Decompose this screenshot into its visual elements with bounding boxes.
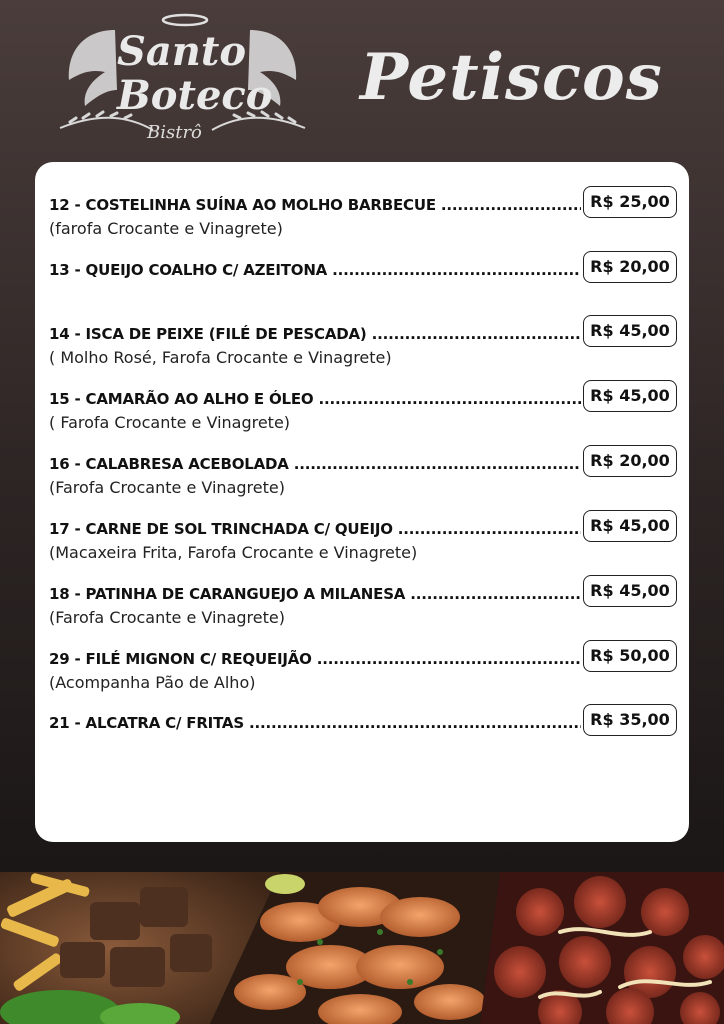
menu-item	[49, 257, 679, 284]
item-price: R$ 35,00	[583, 704, 677, 736]
item-name: 13 - QUEIJO COALHO C/ AZEITONA .....	[49, 261, 581, 283]
item-description: ( Molho Rosé, Farofa Crocante e Vinagrete)	[49, 348, 392, 367]
item-price: R$ 45,00	[583, 575, 677, 607]
item-price: R$ 45,00	[583, 315, 677, 347]
menu-item	[49, 581, 679, 627]
logo-line-1: Santo	[117, 28, 247, 75]
menu-item	[49, 646, 679, 692]
item-price: R$ 25,00	[583, 186, 677, 218]
sausage-onion-photo	[480, 872, 724, 1024]
menu-item	[49, 516, 679, 562]
item-price: R$ 20,00	[583, 445, 677, 477]
food-photo-strip	[0, 872, 724, 1024]
item-name: 15 - CAMARÃO AO ALHO E ÓLEO .....	[49, 390, 581, 412]
item-name: 17 - CARNE DE SOL TRINCHADA C/ QUEIJO .....	[49, 520, 581, 542]
item-description: (Farofa Crocante e Vinagrete)	[49, 608, 285, 627]
item-name: 14 - ISCA DE PEIXE (FILÉ DE PESCADA) .....	[49, 325, 581, 347]
menu-item	[49, 710, 679, 737]
item-name: 12 - COSTELINHA SUÍNA AO MOLHO BARBECUE .....	[49, 196, 581, 218]
menu-item	[49, 451, 679, 497]
brand-logo	[55, 10, 310, 160]
menu-item	[49, 321, 679, 367]
item-name: 18 - PATINHA DE CARANGUEJO A MILANESA .....	[49, 585, 581, 607]
item-price: R$ 50,00	[583, 640, 677, 672]
menu-card	[35, 162, 689, 842]
item-price: R$ 20,00	[583, 251, 677, 283]
item-description: (Acompanha Pão de Alho)	[49, 673, 256, 692]
item-name: 29 - FILÉ MIGNON C/ REQUEIJÃO .....	[49, 650, 581, 672]
item-description: ( Farofa Crocante e Vinagrete)	[49, 413, 291, 432]
item-description: (farofa Crocante e Vinagrete)	[49, 219, 283, 238]
menu-item	[49, 386, 679, 432]
item-name: 21 - ALCATRA C/ FRITAS .....	[49, 714, 581, 736]
item-description: (Farofa Crocante e Vinagrete)	[49, 478, 285, 497]
item-price: R$ 45,00	[583, 380, 677, 412]
logo-subtitle: Bistrô	[147, 122, 202, 143]
item-description: (Macaxeira Frita, Farofa Crocante e Vinagrete)	[49, 543, 418, 562]
item-name: 16 - CALABRESA ACEBOLADA .....	[49, 455, 581, 477]
logo-line-2: Boteco	[117, 72, 273, 119]
menu-item	[49, 192, 679, 238]
food-photos	[0, 872, 724, 1024]
page-title: Petiscos	[360, 40, 663, 115]
item-price: R$ 45,00	[583, 510, 677, 542]
